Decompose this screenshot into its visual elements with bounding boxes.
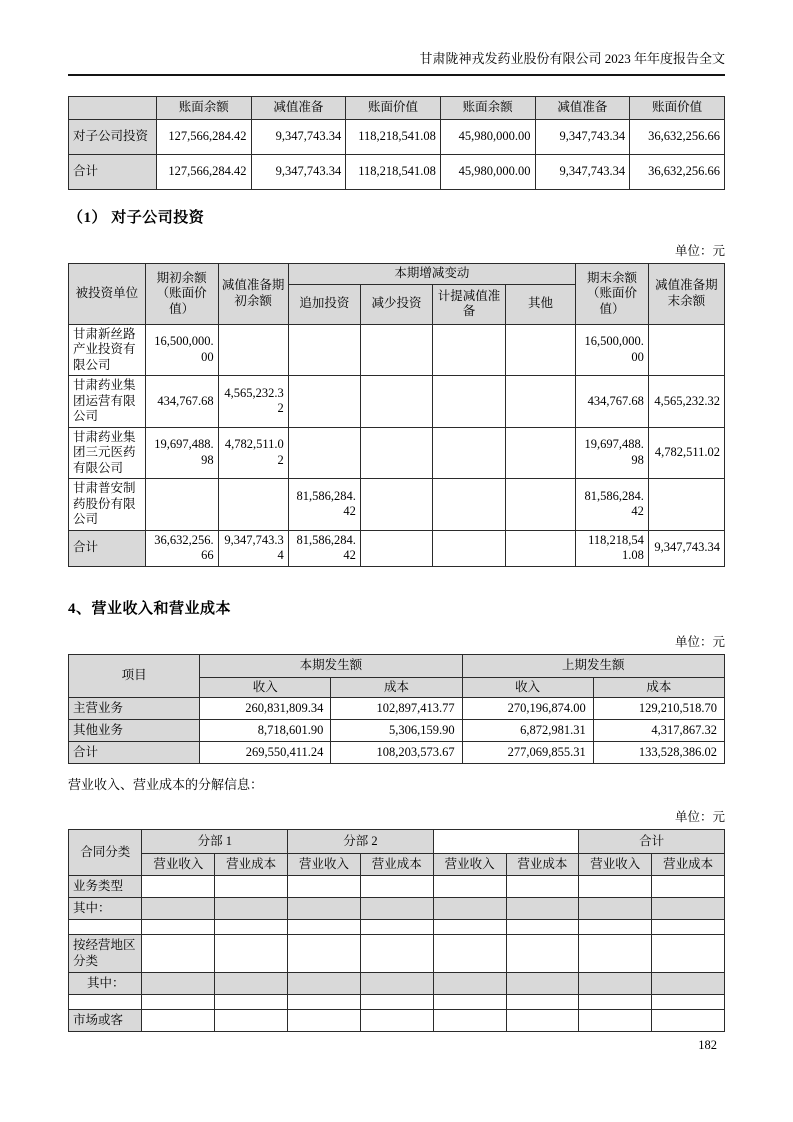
cell — [142, 995, 215, 1010]
table-row — [69, 1010, 725, 1032]
cell: 129,210,518.70 — [593, 698, 724, 720]
cell — [652, 898, 725, 920]
table-row — [69, 720, 725, 742]
row-label: 对子公司投资 — [69, 120, 157, 155]
cell — [360, 898, 433, 920]
cell: 4,317,867.32 — [593, 720, 724, 742]
cell — [145, 479, 218, 531]
cell — [433, 995, 506, 1010]
table-header-row — [69, 97, 725, 120]
table-row — [69, 479, 725, 531]
column-header: 减少投资 — [360, 284, 432, 324]
cell — [288, 995, 361, 1010]
cell — [505, 324, 575, 376]
table-header-row — [69, 654, 725, 677]
column-header: 营业成本 — [215, 854, 288, 876]
table-row — [69, 898, 725, 920]
cell — [288, 973, 361, 995]
column-header: 期初余额（账面价值） — [145, 264, 218, 325]
section-heading-subsidiary: （1） 对子公司投资 — [68, 210, 205, 226]
cell — [142, 898, 215, 920]
cell — [215, 973, 288, 995]
cell: 9,347,743.34 — [218, 530, 288, 566]
row-label: 其中： — [69, 898, 142, 920]
subsidiary-detail-table — [68, 263, 725, 567]
column-header: 减值准备 — [535, 97, 630, 120]
cell: 9,347,743.34 — [648, 530, 724, 566]
column-header: 营业收入 — [433, 854, 506, 876]
cell — [288, 1010, 361, 1032]
cell — [69, 920, 142, 935]
column-header: 其他 — [505, 284, 575, 324]
cell — [506, 1010, 579, 1032]
table-row-blank — [69, 920, 725, 935]
revenue-cost-table — [68, 654, 725, 765]
cell — [506, 920, 579, 935]
cell: 19,697,488.98 — [576, 427, 649, 479]
cell: 108,203,573.67 — [331, 742, 462, 764]
column-header: 被投资单位 — [69, 264, 146, 325]
cell — [288, 935, 361, 973]
cell — [433, 973, 506, 995]
cell — [218, 324, 288, 376]
row-label: 按经营地区分类 — [69, 935, 142, 973]
cell — [69, 995, 142, 1010]
cell — [433, 935, 506, 973]
cell: 118,218,541.08 — [346, 120, 441, 155]
table-row — [69, 973, 725, 995]
cell — [360, 427, 432, 479]
cell — [652, 973, 725, 995]
column-header: 账面价值 — [346, 97, 441, 120]
cell — [215, 1010, 288, 1032]
table-row-blank — [69, 995, 725, 1010]
cell — [215, 920, 288, 935]
cell — [433, 1010, 506, 1032]
column-header: 账面价值 — [630, 97, 725, 120]
cell — [648, 324, 724, 376]
report-header — [68, 48, 725, 76]
cell — [433, 876, 506, 898]
column-header: 成本 — [331, 677, 462, 698]
cell: 6,872,981.31 — [462, 720, 593, 742]
row-label: 甘肃新丝路产业投资有限公司 — [69, 324, 146, 376]
cell — [360, 1010, 433, 1032]
column-header-empty — [69, 97, 157, 120]
cell: 269,550,411.24 — [200, 742, 331, 764]
column-header: 合同分类 — [69, 830, 142, 876]
cell — [360, 973, 433, 995]
cell: 4,782,511.02 — [218, 427, 288, 479]
cell: 9,347,743.34 — [251, 120, 346, 155]
column-header: 账面余额 — [156, 97, 251, 120]
cell — [506, 935, 579, 973]
column-header: 收入 — [200, 677, 331, 698]
cell — [579, 898, 652, 920]
column-group-header: 分部 2 — [288, 830, 434, 854]
breakdown-note: 营业收入、营业成本的分解信息： — [68, 777, 264, 792]
cell: 270,196,874.00 — [462, 698, 593, 720]
cell — [433, 324, 506, 376]
cell — [288, 427, 360, 479]
cell: 434,767.68 — [145, 376, 218, 428]
cell — [506, 876, 579, 898]
table-header-row — [69, 264, 725, 285]
cell: 81,586,284.42 — [288, 479, 360, 531]
cell — [360, 995, 433, 1010]
cell — [579, 920, 652, 935]
table-row — [69, 876, 725, 898]
table-row — [69, 376, 725, 428]
cell: 36,632,256.66 — [145, 530, 218, 566]
cell — [648, 479, 724, 531]
cell: 16,500,000.00 — [576, 324, 649, 376]
cell — [652, 876, 725, 898]
column-header: 营业收入 — [142, 854, 215, 876]
table-row — [69, 698, 725, 720]
column-header: 营业成本 — [506, 854, 579, 876]
cell: 16,500,000.00 — [145, 324, 218, 376]
segment-breakdown-table — [68, 829, 725, 1032]
column-group-header: 合计 — [579, 830, 725, 854]
table-subheader-row — [69, 854, 725, 876]
cell — [579, 973, 652, 995]
cell — [652, 920, 725, 935]
column-header: 营业收入 — [288, 854, 361, 876]
column-group-header: 本期发生额 — [200, 654, 462, 677]
cell: 277,069,855.31 — [462, 742, 593, 764]
table-row — [69, 120, 725, 155]
table-header-row — [69, 830, 725, 854]
table-row — [69, 935, 725, 973]
page-number: 182 — [698, 1038, 717, 1052]
cell: 45,980,000.00 — [440, 120, 535, 155]
row-label: 其他业务 — [69, 720, 200, 742]
row-label: 甘肃普安制药股份有限公司 — [69, 479, 146, 531]
cell — [360, 935, 433, 973]
cell: 118,218,541.08 — [576, 530, 649, 566]
row-label: 甘肃药业集团三元医药有限公司 — [69, 427, 146, 479]
cell: 127,566,284.42 — [156, 155, 251, 190]
column-header: 收入 — [462, 677, 593, 698]
row-label: 合计 — [69, 155, 157, 190]
column-header: 计提减值准备 — [433, 284, 506, 324]
row-label: 业务类型 — [69, 876, 142, 898]
cell — [360, 479, 432, 531]
cell — [142, 920, 215, 935]
column-header: 成本 — [593, 677, 724, 698]
column-header: 营业成本 — [652, 854, 725, 876]
cell: 102,897,413.77 — [331, 698, 462, 720]
cell — [433, 920, 506, 935]
cell — [579, 876, 652, 898]
cell — [218, 479, 288, 531]
unit-label: 单位：元 — [674, 244, 725, 258]
cell — [652, 935, 725, 973]
cell — [505, 530, 575, 566]
column-group-header: 上期发生额 — [462, 654, 724, 677]
column-group-header: 本期增减变动 — [288, 264, 575, 285]
unit-label: 单位：元 — [674, 810, 725, 824]
cell — [505, 427, 575, 479]
row-label: 市场或客 — [69, 1010, 142, 1032]
column-header: 减值准备 — [251, 97, 346, 120]
cell: 81,586,284.42 — [576, 479, 649, 531]
cell — [288, 376, 360, 428]
cell: 4,565,232.32 — [648, 376, 724, 428]
cell: 36,632,256.66 — [630, 155, 725, 190]
cell: 260,831,809.34 — [200, 698, 331, 720]
cell: 127,566,284.42 — [156, 120, 251, 155]
cell: 118,218,541.08 — [346, 155, 441, 190]
cell: 434,767.68 — [576, 376, 649, 428]
cell: 9,347,743.34 — [251, 155, 346, 190]
column-header: 追加投资 — [288, 284, 360, 324]
cell — [215, 898, 288, 920]
cell — [360, 376, 432, 428]
column-header: 营业收入 — [579, 854, 652, 876]
cell: 5,306,159.90 — [331, 720, 462, 742]
table-row-total — [69, 155, 725, 190]
cell — [360, 876, 433, 898]
column-header: 营业成本 — [360, 854, 433, 876]
cell — [288, 898, 361, 920]
row-label: 其中： — [69, 973, 142, 995]
table-row-total — [69, 742, 725, 764]
cell — [579, 935, 652, 973]
row-label: 甘肃药业集团运营有限公司 — [69, 376, 146, 428]
cell — [505, 479, 575, 531]
cell — [433, 479, 506, 531]
cell — [288, 920, 361, 935]
cell — [360, 324, 432, 376]
cell: 4,782,511.02 — [648, 427, 724, 479]
cell — [142, 1010, 215, 1032]
cell — [579, 995, 652, 1010]
column-header: 减值准备期末余额 — [648, 264, 724, 325]
row-label: 合计 — [69, 530, 146, 566]
cell — [215, 876, 288, 898]
report-header-title: 甘肃陇神戎发药业股份有限公司 2023 年年度报告全文 — [419, 51, 725, 66]
row-label: 主营业务 — [69, 698, 200, 720]
cell — [360, 530, 432, 566]
cell — [142, 973, 215, 995]
table-row — [69, 324, 725, 376]
cell: 9,347,743.34 — [535, 120, 630, 155]
cell — [215, 995, 288, 1010]
column-header: 项目 — [69, 654, 200, 698]
cell — [652, 1010, 725, 1032]
unit-label: 单位：元 — [674, 634, 725, 649]
cell: 8,718,601.90 — [200, 720, 331, 742]
cell — [288, 876, 361, 898]
cell — [505, 376, 575, 428]
cell — [433, 898, 506, 920]
column-group-header-blank — [433, 830, 579, 854]
cell: 4,565,232.32 — [218, 376, 288, 428]
subsidiary-summary-table — [68, 96, 725, 190]
cell — [433, 376, 506, 428]
cell — [142, 876, 215, 898]
cell: 133,528,386.02 — [593, 742, 724, 764]
cell — [433, 530, 506, 566]
cell — [215, 935, 288, 973]
cell: 36,632,256.66 — [630, 120, 725, 155]
cell — [360, 920, 433, 935]
cell — [288, 324, 360, 376]
table-row — [69, 427, 725, 479]
section-heading-revenue: 4、营业收入和营业成本 — [68, 600, 232, 617]
column-header: 账面余额 — [440, 97, 535, 120]
cell: 19,697,488.98 — [145, 427, 218, 479]
column-group-header: 分部 1 — [142, 830, 288, 854]
cell — [142, 935, 215, 973]
row-label: 合计 — [69, 742, 200, 764]
cell — [652, 995, 725, 1010]
cell — [579, 1010, 652, 1032]
cell: 81,586,284.42 — [288, 530, 360, 566]
column-header: 减值准备期初余额 — [218, 264, 288, 325]
cell — [506, 995, 579, 1010]
column-header: 期末余额（账面价值） — [576, 264, 649, 325]
cell — [433, 427, 506, 479]
cell — [506, 898, 579, 920]
cell: 9,347,743.34 — [535, 155, 630, 190]
cell: 45,980,000.00 — [440, 155, 535, 190]
cell — [506, 973, 579, 995]
table-row-total — [69, 530, 725, 566]
